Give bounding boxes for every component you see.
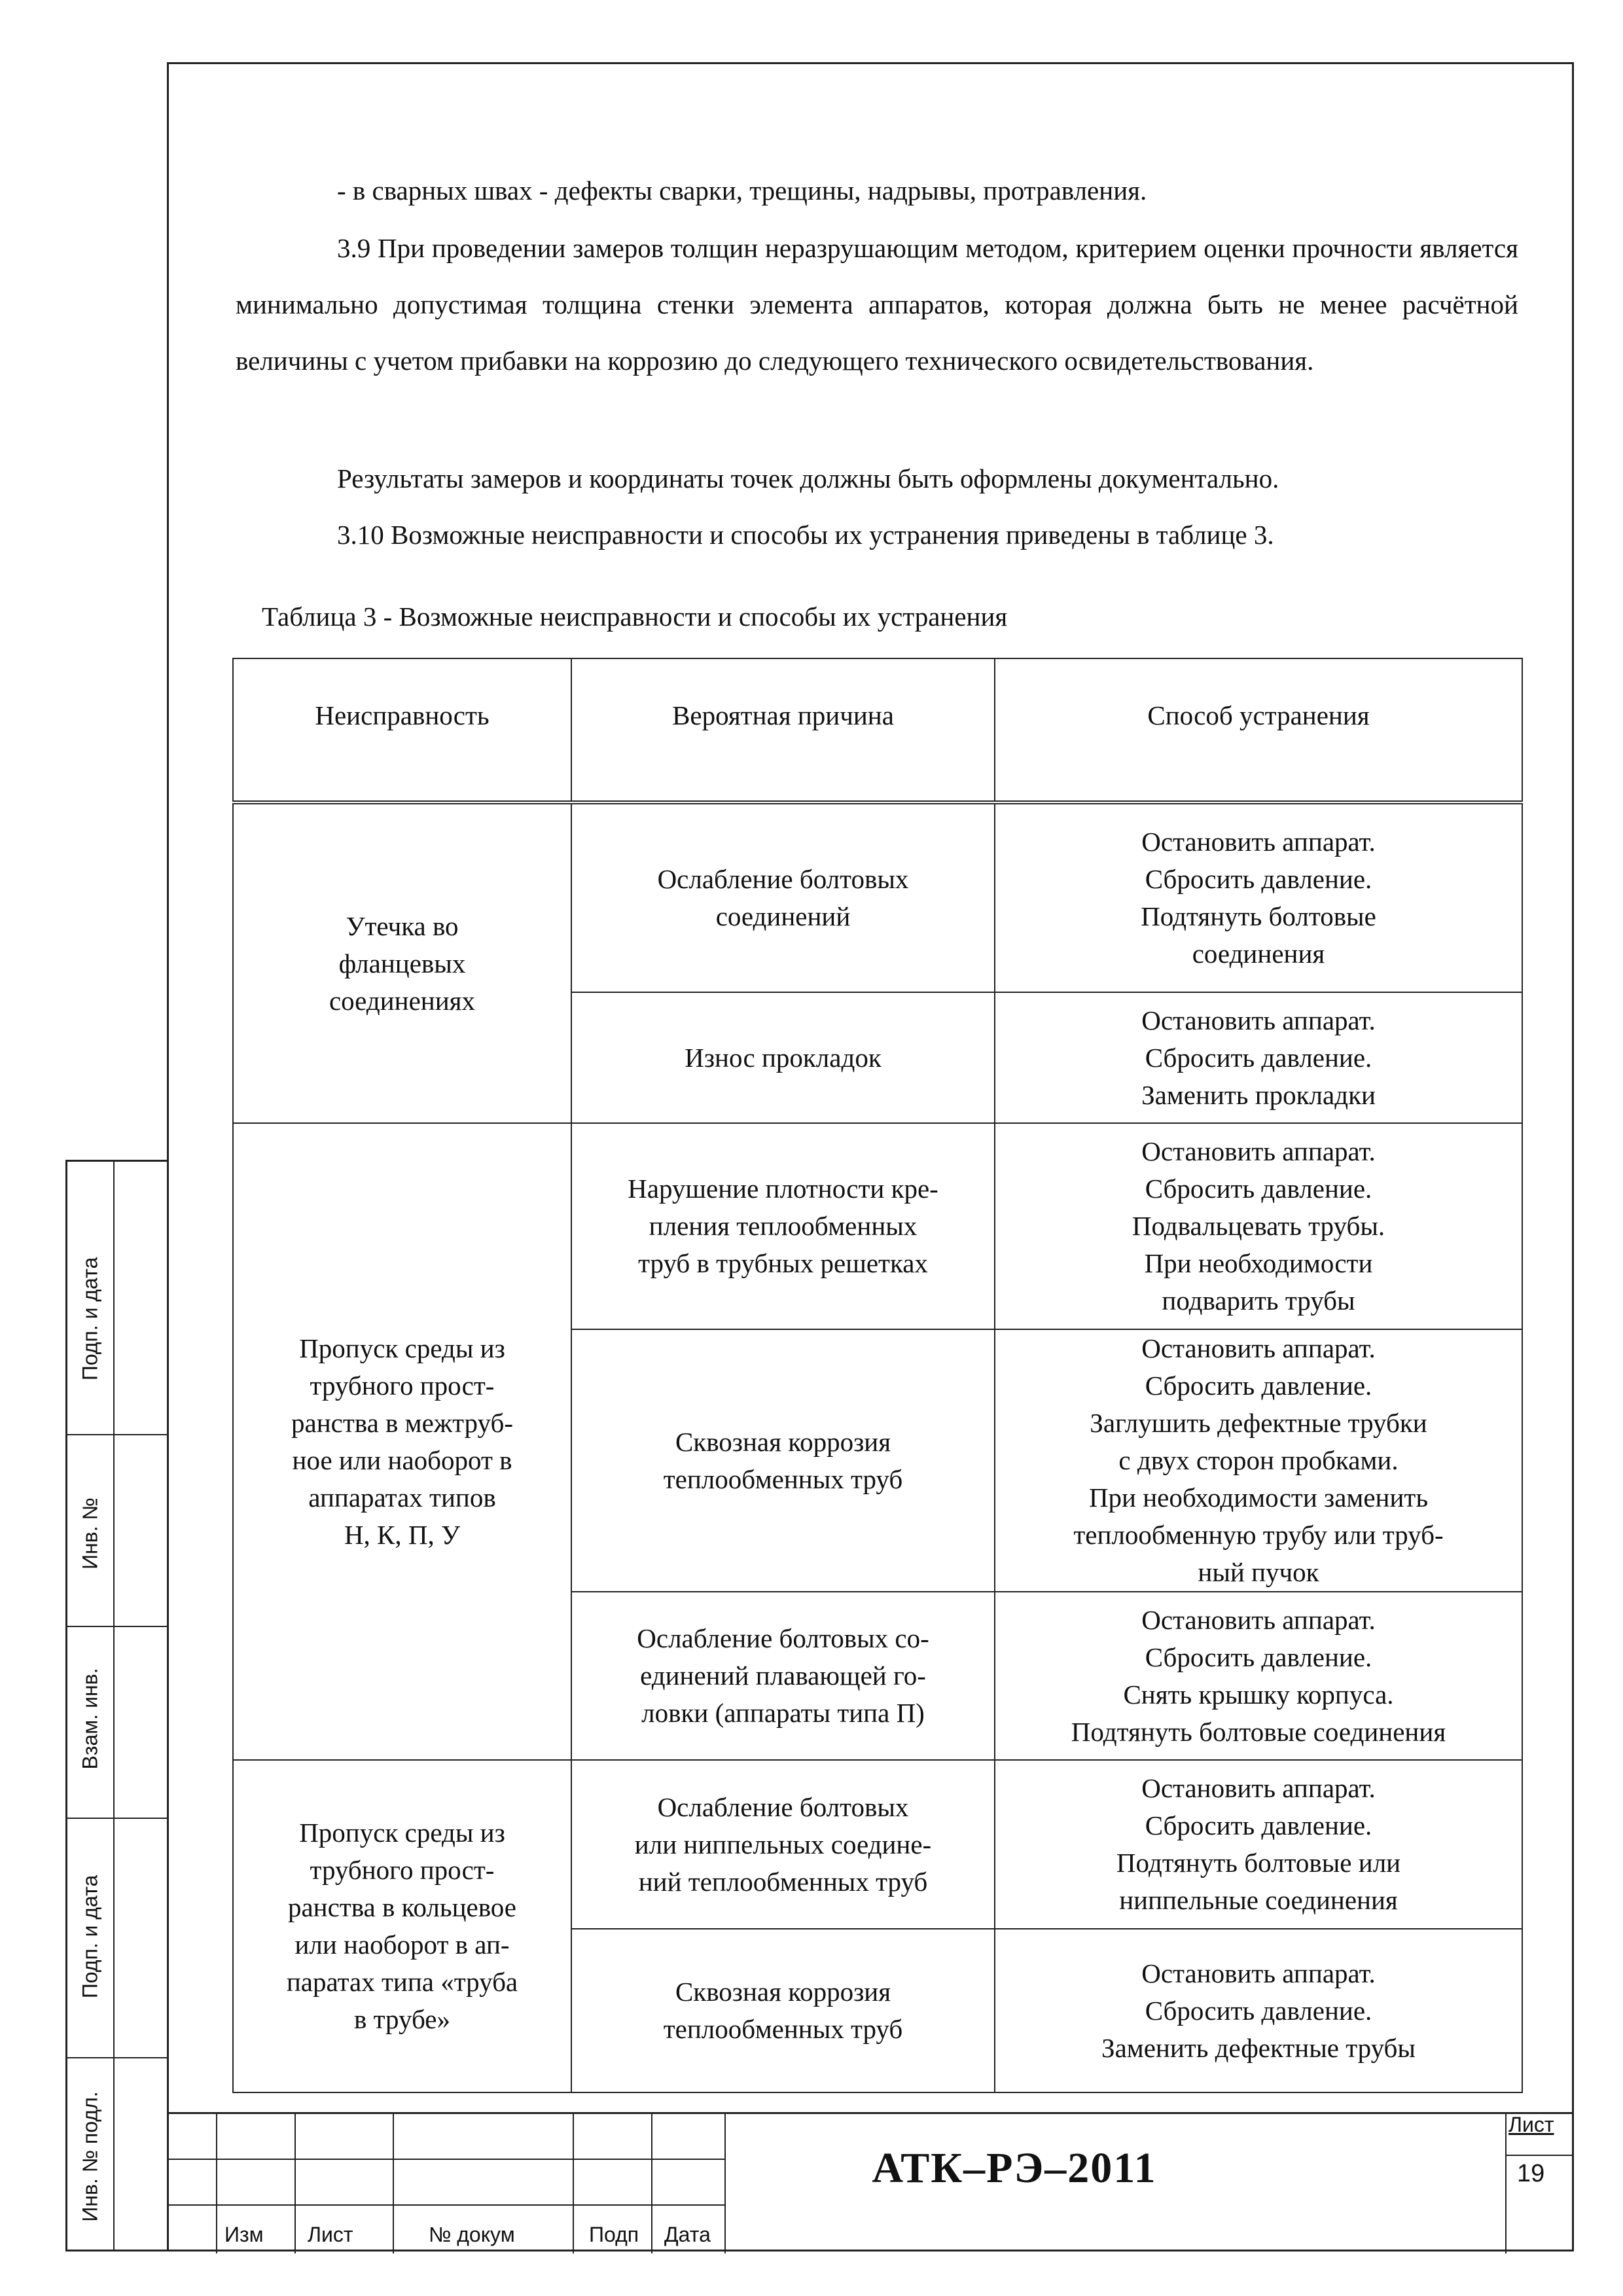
cause-cell: Нарушение плотности кре- пления теплообменных труб в трубных решетках [571,1123,995,1329]
fault-cell: Пропуск среды из трубного прост- ранства в кольцевое или наоборот в ап- паратах типа «труба в трубе» [233,1760,571,2092]
header-cause: Вероятная причина [571,658,995,802]
tb-label-sheet: Лист [308,2223,353,2246]
fault-cell: Утечка во фланцевых соединениях [233,802,571,1123]
cause-cell: Износ прокладок [571,992,995,1123]
cause-cell: Сквозная коррозия теплообменных труб [571,1929,995,2092]
stamp-label-replace-inv: Взам. инв. [78,1668,102,1770]
faults-table [232,658,1523,2093]
stamp-value-cell [113,1627,169,1819]
cause-cell: Сквозная коррозия теплообменных труб [571,1329,995,1592]
paragraph-weld-defects: - в сварных швах - дефекты сварки, трещины, надрывы, протравления. [337,175,1147,206]
side-stamp [65,1160,167,2251]
paragraph-results: Результаты замеров и координаты точек должны быть оформлены документально. [337,463,1279,493]
tb-label-change: Изм [224,2223,264,2246]
cause-cell: Ослабление болтовых со- единений плавающей го- ловки (аппараты типа П) [571,1592,995,1760]
stamp-value-cell [113,1435,169,1627]
remedy-cell: Остановить аппарат. Сбросить давление. Заменить прокладки [995,992,1522,1123]
sheet-label: Лист [1508,2113,1554,2136]
remedy-cell: Остановить аппарат. Сбросить давление. Заменить дефектные трубы [995,1929,1522,2092]
table-row [233,1123,1522,1329]
table-row [233,802,1522,992]
stamp-cell [67,1819,113,2058]
header-fault: Неисправность [233,658,571,802]
tb-divider [1505,2114,1507,2253]
cause-cell: Ослабление болтовых соединений [571,802,995,992]
stamp-label-inv-no: Инв. № [78,1498,102,1570]
cause-cell: Ослабление болтовых или ниппельных соедине- ний теплообменных труб [571,1760,995,1929]
stamp-label-orig-inv: Инв. № подл. [78,2091,102,2222]
table-caption: Таблица 3 - Возможные неисправности и способы их устранения [262,601,1008,632]
tb-divider [216,2114,217,2253]
stamp-cell [67,1627,113,1819]
tb-label-doc-no: № докум [429,2223,515,2246]
paragraph-3-9: 3.9 При проведении замеров толщин неразрушающим методом, критерием оценки прочности является минимально допустимая толщина стенки элемента аппаратов, которая должна быть не менее расчётной величины с учетом прибавки на коррозию до следующего технического освидетельствования. [236,233,1518,376]
stamp-cell [67,1162,113,1435]
tb-label-date: Дата [664,2223,711,2246]
paragraph-3-10: 3.10 Возможные неисправности и способы их устранения приведены в таблице 3. [337,520,1274,550]
table-header-row [233,658,1522,802]
header-remedy: Способ устранения [995,658,1522,802]
sheet-number: 19 [1517,2160,1545,2187]
remedy-cell: Остановить аппарат. Сбросить давление. Снять крышку корпуса. Подтянуть болтовые соединения [995,1592,1522,1760]
remedy-cell: Остановить аппарат. Сбросить давление. Заглушить дефектные трубки с двух сторон пробками. При необходимости заменить теплообменную трубу или труб- ный пучок [995,1329,1522,1592]
tb-label-sign: Подп [589,2223,639,2246]
table-row [233,1760,1522,1929]
tb-divider [393,2114,394,2253]
stamp-cell [67,2058,113,2251]
tb-divider [294,2114,296,2253]
fault-cell: Пропуск среды из трубного прост- ранства в межтруб- ное или наоборот в аппаратах типов Н, К, П, У [233,1123,571,1760]
stamp-value-cell [113,1819,169,2058]
tb-line [1505,2155,1574,2156]
remedy-cell: Остановить аппарат. Сбросить давление. Подтянуть болтовые соединения [995,802,1522,992]
remedy-cell: Остановить аппарат. Сбросить давление. Подвальцевать трубы. При необходимости подварить трубы [995,1123,1522,1329]
document-id: АТК–РЭ–2011 [872,2144,1157,2192]
stamp-value-cell [113,2058,169,2251]
remedy-cell: Остановить аппарат. Сбросить давление. Подтянуть болтовые или ниппельные соединения [995,1760,1522,1929]
stamp-label-sign-date: Подп. и дата [78,1257,102,1381]
stamp-label-sign-date-2: Подп. и дата [78,1874,102,1999]
stamp-value-cell [113,1162,169,1435]
stamp-cell [67,1435,113,1627]
tb-line [167,2204,724,2206]
